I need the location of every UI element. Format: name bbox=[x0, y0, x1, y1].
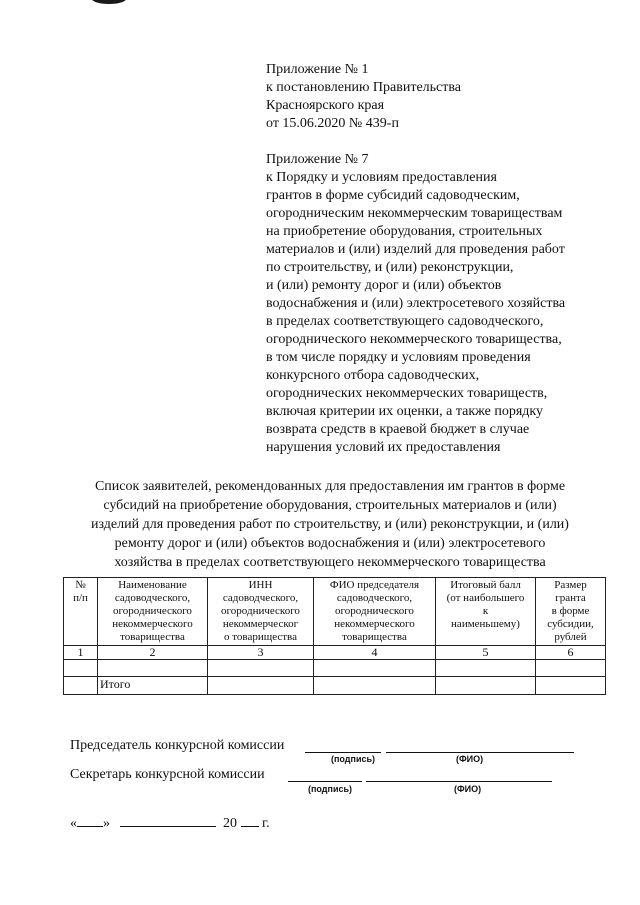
header-score: Итоговый балл (от наибольшего к наименьшему) bbox=[436, 578, 536, 646]
appendix-sub-line: конкурсного отбора садоводческих, bbox=[266, 368, 480, 383]
appendix-sub-line: в пределах соответствующего садоводческого, bbox=[266, 314, 544, 329]
date-line bbox=[70, 816, 270, 832]
appendix-sub-line: к Порядку и условиям предоставления bbox=[266, 170, 497, 185]
appendix-header-line: Приложение № 1 bbox=[266, 62, 369, 77]
table-cell bbox=[436, 660, 536, 677]
appendix-header bbox=[266, 61, 616, 457]
table-cell bbox=[536, 660, 606, 677]
table-row bbox=[64, 660, 606, 677]
title-line: ремонту дорог и (или) объектов водоснабжения и (или) электросетевого bbox=[114, 536, 546, 551]
appendix-header-line: от 15.06.2020 № 439-п bbox=[266, 116, 399, 131]
column-number: 1 bbox=[64, 646, 98, 660]
column-number: 6 bbox=[536, 646, 606, 660]
chairman-fio-caption: (ФИО) bbox=[456, 754, 484, 764]
day-blank bbox=[77, 826, 103, 827]
secretary-sign-caption: (подпись) bbox=[308, 784, 353, 794]
date-close-quote: » bbox=[103, 816, 110, 831]
appendix-header-line: к постановлению Правительства bbox=[266, 80, 462, 95]
table-cell bbox=[314, 660, 436, 677]
table-cell bbox=[64, 677, 98, 695]
date-open-quote: « bbox=[70, 816, 77, 831]
appendix-sub-line: материалов и (или) изделий для проведения работ bbox=[266, 242, 565, 257]
header-fio: ФИО председателя садоводческого, огороднического некоммерческого товарищества bbox=[314, 578, 436, 646]
appendix-sub-line: грантов в форме субсидий садоводческим, bbox=[266, 188, 520, 203]
appendix-sub-line: нарушения условий их предоставления bbox=[266, 440, 501, 455]
header-inn: ИНН садоводческого, огороднического некоммерческог о товарищества bbox=[208, 578, 314, 646]
appendix-sub-line: включая критерии их оценки, а также порядку bbox=[266, 404, 543, 419]
year-suffix: г. bbox=[262, 816, 270, 831]
appendix-sub-line: по строительству, и (или) реконструкции, bbox=[266, 260, 514, 275]
table-cell bbox=[64, 660, 98, 677]
table-cell bbox=[98, 660, 208, 677]
header-num: № п/п bbox=[64, 578, 98, 646]
column-number: 4 bbox=[314, 646, 436, 660]
total-row bbox=[64, 677, 606, 695]
table-cell bbox=[436, 677, 536, 695]
document-title bbox=[60, 477, 600, 572]
appendix-sub-line: огороднического некоммерческого товарищества, bbox=[266, 332, 562, 347]
table-header-row bbox=[64, 578, 606, 646]
chairman-sign-caption: (подпись) bbox=[331, 754, 376, 764]
grants-table bbox=[63, 577, 606, 695]
header-grant-size: Размер гранта в форме субсидии, рублей bbox=[536, 578, 606, 646]
title-line: изделий для проведения работ по строительству, и (или) реконструкции, и (или) bbox=[91, 517, 569, 532]
chairman-label: Председатель конкурсной комиссии bbox=[70, 738, 285, 753]
column-number: 2 bbox=[98, 646, 208, 660]
chairman-sign-line bbox=[305, 752, 381, 753]
title-line: субсидий на приобретение оборудования, строительных материалов и (или) bbox=[103, 498, 557, 513]
table-cell bbox=[536, 677, 606, 695]
table-cell bbox=[314, 677, 436, 695]
column-number-row bbox=[64, 646, 606, 660]
secretary-fio-line bbox=[366, 781, 552, 782]
total-label: Итого bbox=[98, 677, 208, 695]
appendix-sub-line: водоснабжения и (или) электросетевого хозяйства bbox=[266, 296, 566, 311]
secretary-fio-caption: (ФИО) bbox=[454, 784, 482, 794]
column-number: 3 bbox=[208, 646, 314, 660]
year-blank bbox=[241, 826, 259, 827]
title-line: хозяйства в пределах соответствующего некоммерческого товарищества bbox=[114, 555, 546, 570]
appendix-sub-line: Приложение № 7 bbox=[266, 152, 369, 167]
year-prefix: 20 bbox=[223, 816, 237, 831]
appendix-sub-line: в том числе порядку и условиям проведения bbox=[266, 350, 531, 365]
chairman-fio-line bbox=[386, 752, 574, 753]
appendix-sub-line: на приобретение оборудования, строительных bbox=[266, 224, 543, 239]
appendix-sub-line: огороднических некоммерческих товариществ, bbox=[266, 386, 548, 401]
table-cell bbox=[208, 660, 314, 677]
scan-artifact bbox=[92, 0, 126, 4]
table-cell bbox=[208, 677, 314, 695]
appendix-sub-line: и (или) ремонту дорог и (или) объектов bbox=[266, 278, 502, 293]
secretary-label: Секретарь конкурсной комиссии bbox=[70, 767, 265, 782]
month-blank bbox=[120, 826, 216, 827]
appendix-sub-line: возврата средств в краевой бюджет в случае bbox=[266, 422, 530, 437]
appendix-header-line: Красноярского края bbox=[266, 98, 385, 113]
secretary-sign-line bbox=[288, 781, 362, 782]
title-line: Список заявителей, рекомендованных для предоставления им грантов в форме bbox=[94, 479, 566, 494]
appendix-sub-line: огородническим некоммерческим товариществам bbox=[266, 206, 563, 221]
column-number: 5 bbox=[436, 646, 536, 660]
header-name: Наименование садоводческого, огороднического некоммерческого товарищества bbox=[98, 578, 208, 646]
